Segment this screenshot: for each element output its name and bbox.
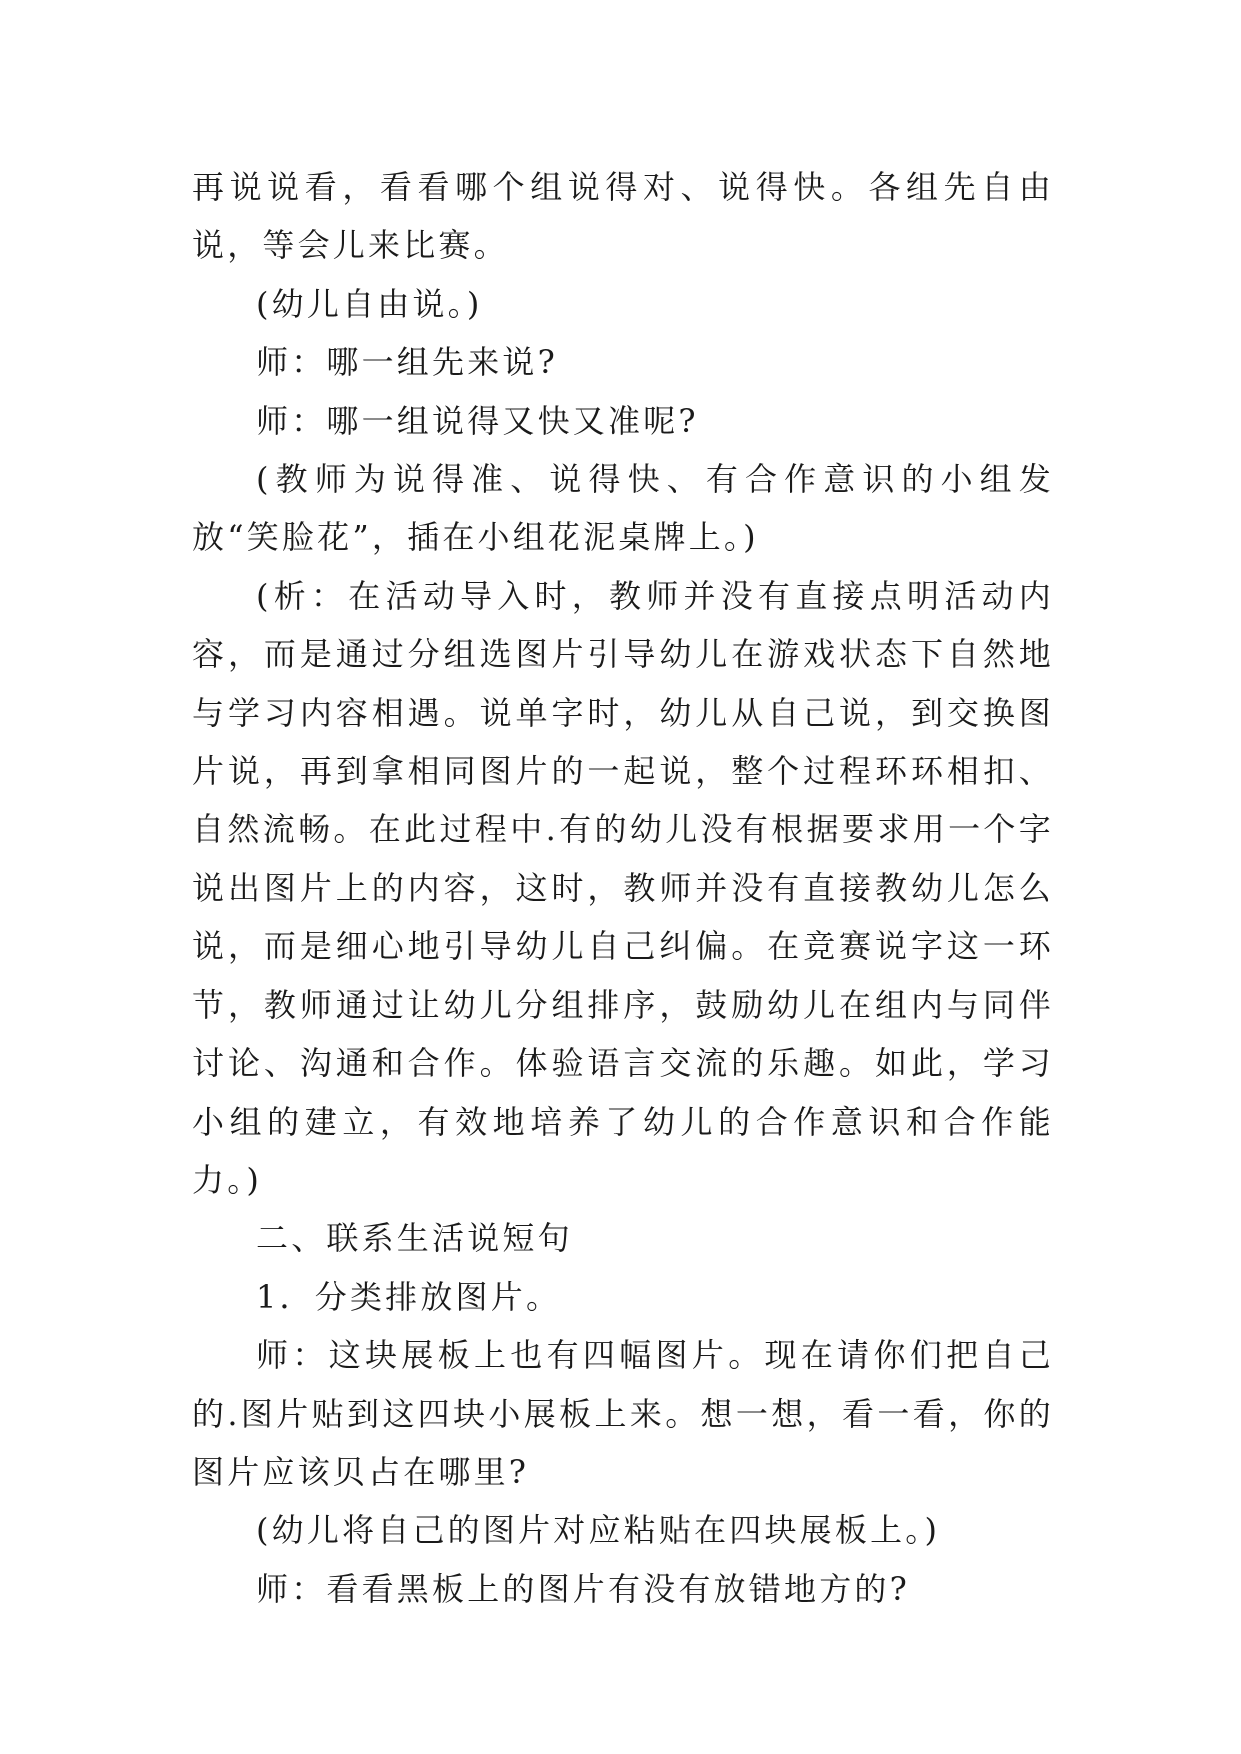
paragraph-continuation: 再说说看，看看哪个组说得对、说得快。各组先自由说，等会儿来比赛。 <box>192 168 1054 265</box>
paragraph-teacher-question-2: 师：哪一组说得又快又准呢? <box>256 401 699 440</box>
step-heading-sort-pictures: 1．分类排放图片。 <box>256 1277 562 1316</box>
section-heading-short-sentences: 二、联系生活说短句 <box>256 1219 573 1258</box>
paragraph-smiley-flower-note: (教师为说得准、说得快、有合作意识的小组发放“笑脸花”，插在小组花泥桌牌上。) <box>192 460 1054 557</box>
paragraph-teacher-question-1: 师：哪一组先来说? <box>256 343 558 382</box>
paragraph-analysis: (析：在活动导入时，教师并没有直接点明活动内容，而是通过分组选图片引导幼儿在游戏状态下自然地与学习内容相遇。说单字时，幼儿从自己说，到交换图片说，再到拿相同图片的一起说，整个过程环环相扣、自然流畅。在此过程中.有的幼儿没有根据要求用一个字说出图片上的内容，这时，教师并没有直接教幼儿怎么说，而是细心地引导幼儿自己纠偏。在竞赛说字这一环节，教师通过让幼儿分组排序，鼓励幼儿在组内与同伴讨论、沟通和合作。体验语言交流的乐趣。如此，学习小组的建立，有效地培养了幼儿的合作意识和合作能力。) <box>192 576 1054 1199</box>
document-body <box>192 158 1054 1618</box>
paragraph-teacher-check-board: 师：看看黑板上的图片有没有放错地方的? <box>256 1569 910 1608</box>
paragraph-children-paste-pictures: (幼儿将自己的图片对应粘贴在四块展板上。) <box>256 1511 941 1550</box>
paragraph-children-free-talk: (幼儿自由说。) <box>256 284 483 323</box>
paragraph-teacher-board-instruction: 师：这块展板上也有四幅图片。现在请你们把自己的.图片贴到这四块小展板上来。想一想，看一看，你的图片应该贝占在哪里? <box>192 1336 1054 1491</box>
